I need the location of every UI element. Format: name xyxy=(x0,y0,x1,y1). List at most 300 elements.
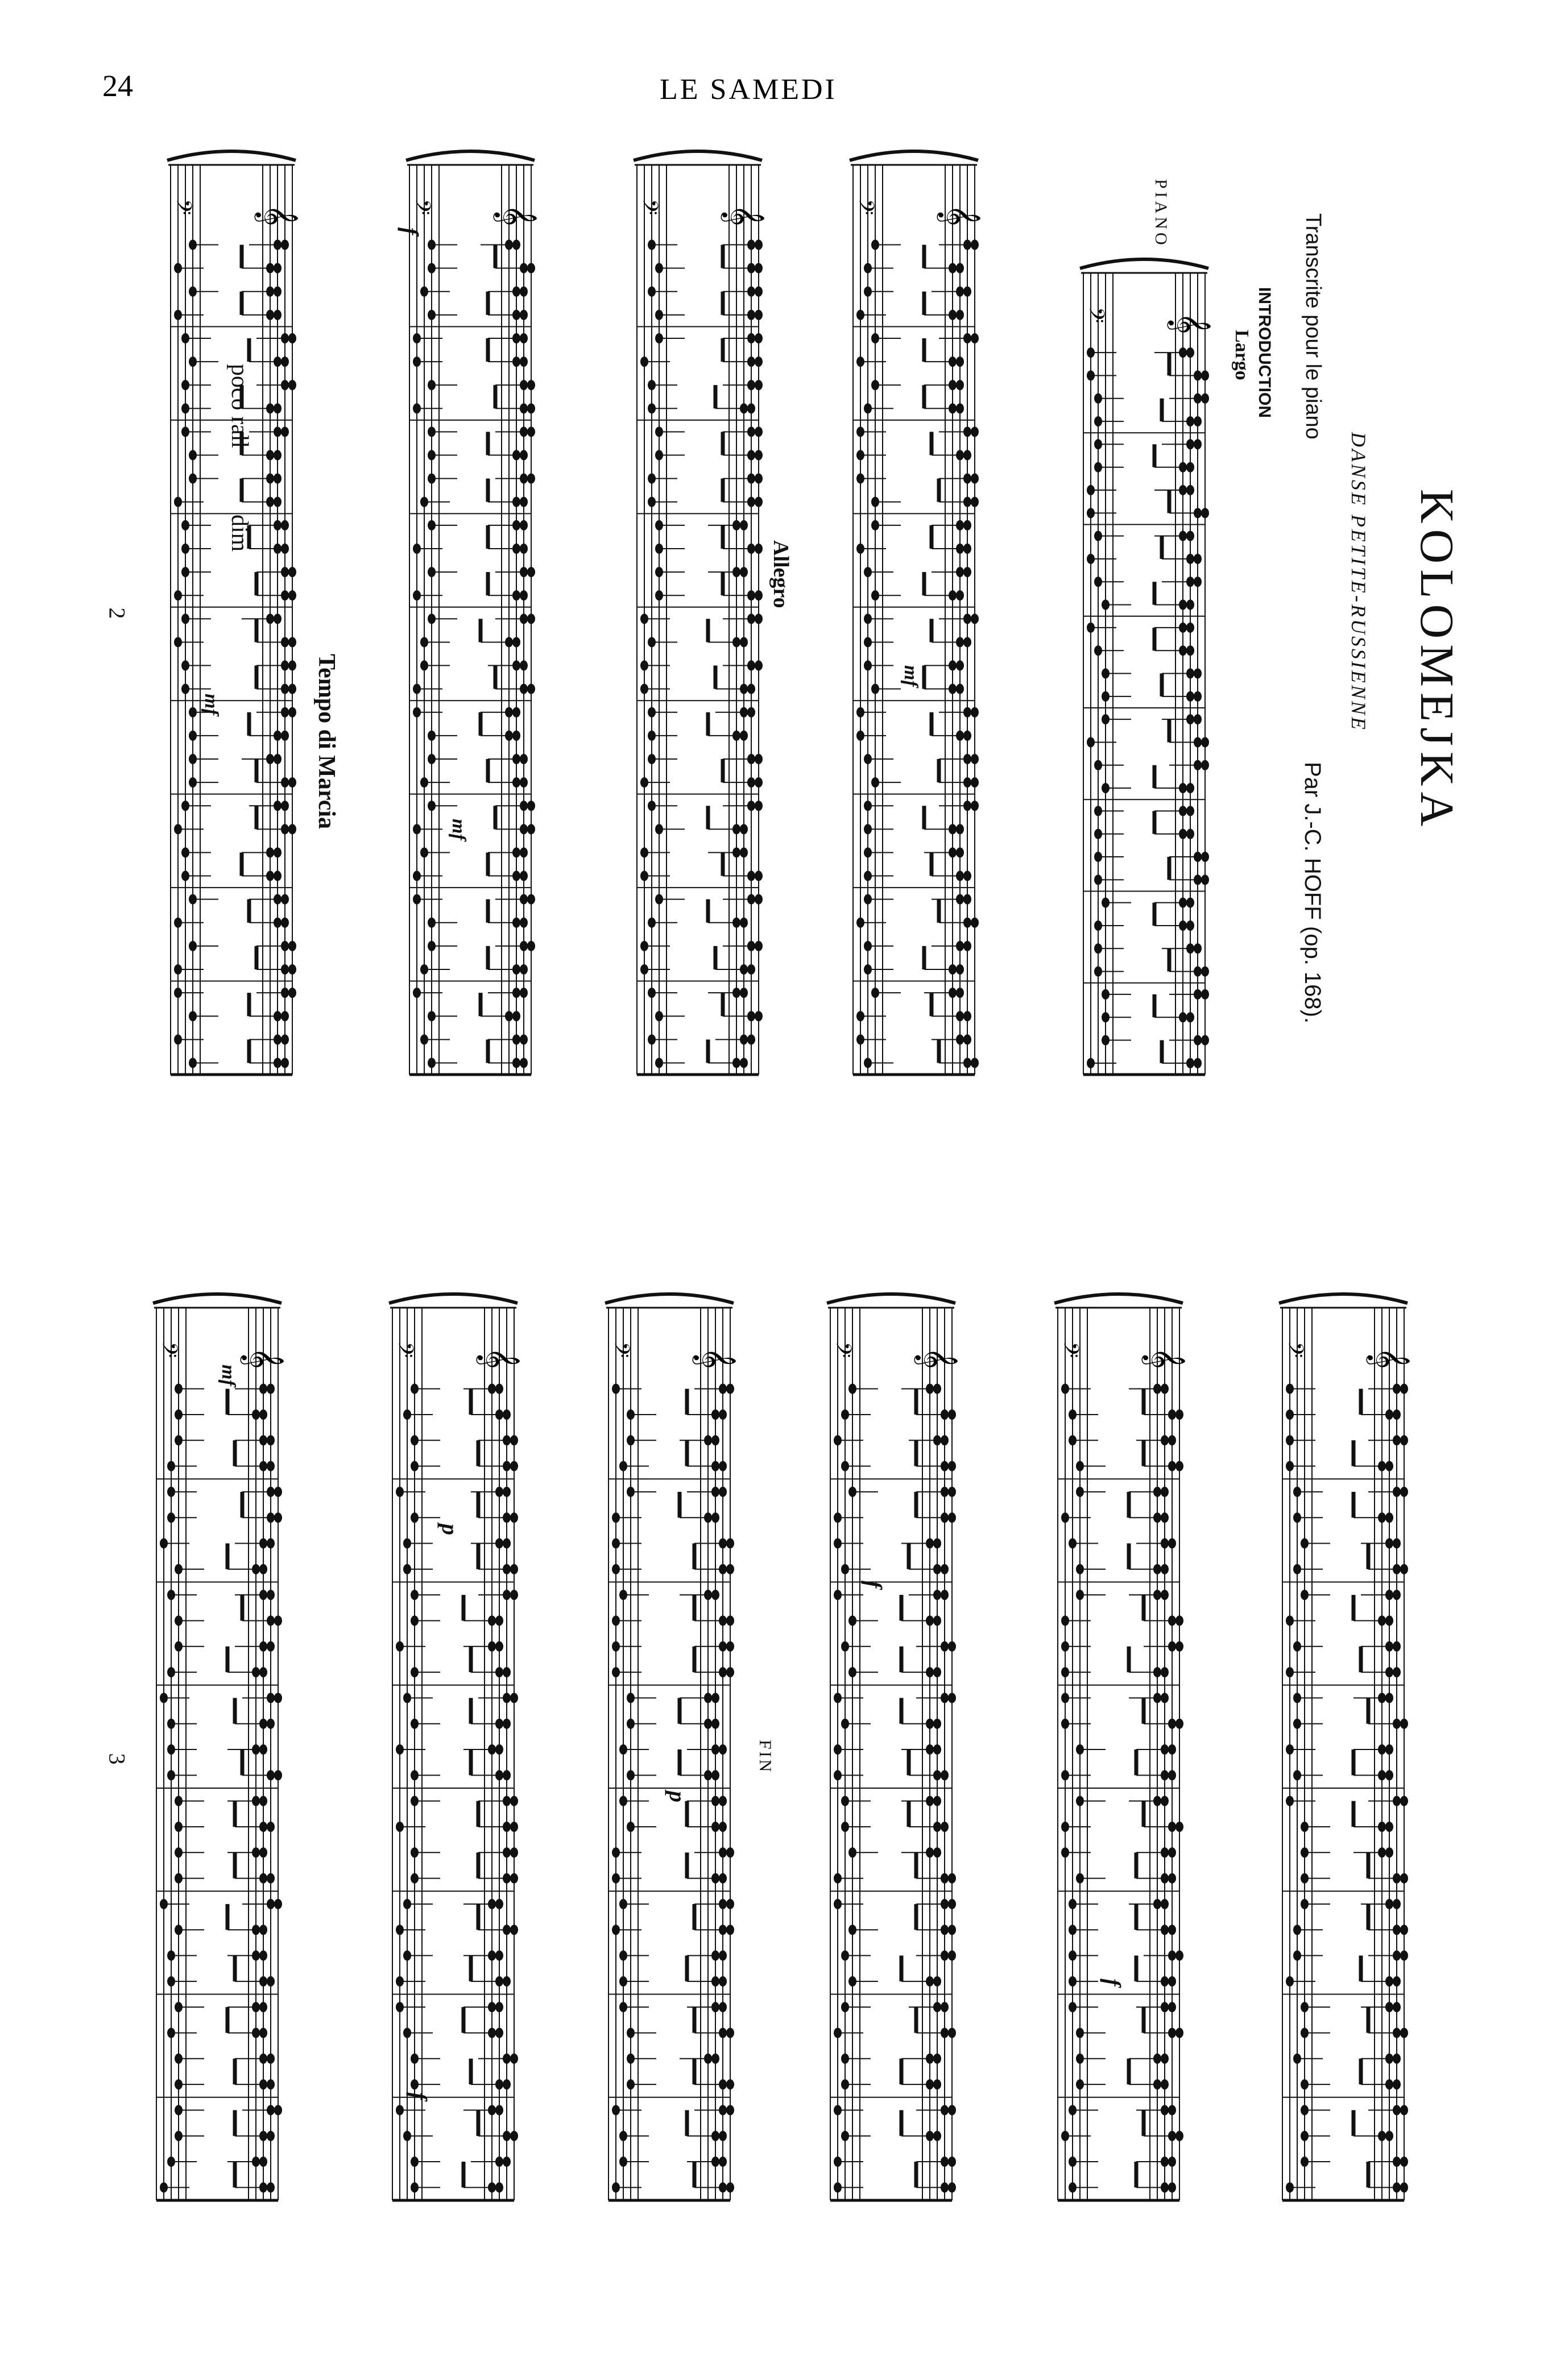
note-head xyxy=(1061,1822,1069,1832)
note-head xyxy=(747,777,755,787)
note-head xyxy=(267,2105,275,2115)
note-head xyxy=(189,287,197,297)
note-head xyxy=(711,1873,719,1884)
note-head xyxy=(1393,1951,1401,1961)
treble-clef-icon: 𝄞 xyxy=(1169,313,1211,334)
note-head xyxy=(963,801,971,811)
note-head xyxy=(281,544,289,554)
note-head xyxy=(267,1641,275,1652)
note-head xyxy=(1186,416,1194,426)
note-head xyxy=(640,613,648,624)
note-head xyxy=(510,2054,518,2064)
note-head xyxy=(732,918,740,928)
note-head xyxy=(274,544,282,554)
brace xyxy=(389,1294,518,1303)
note-head xyxy=(274,474,282,484)
note-head xyxy=(747,333,755,343)
bass-clef-icon: 𝄢 xyxy=(1278,1342,1307,1358)
note-head xyxy=(1094,874,1102,885)
note-head xyxy=(856,1011,864,1021)
note-head xyxy=(274,801,282,811)
note-head xyxy=(941,2027,949,2038)
note-head xyxy=(711,1719,719,1729)
note-head xyxy=(495,1409,503,1420)
note-head xyxy=(834,2105,842,2115)
note-head xyxy=(428,263,436,273)
note-head xyxy=(655,520,663,530)
note-head xyxy=(527,941,535,951)
note-head xyxy=(520,403,528,413)
note-head xyxy=(1400,2157,1408,2167)
note-head xyxy=(711,1435,719,1445)
note-head xyxy=(740,918,748,928)
note-head xyxy=(864,287,872,297)
note-head xyxy=(1102,669,1110,679)
note-head xyxy=(1400,1873,1408,1884)
note-head xyxy=(520,964,528,975)
note-head xyxy=(655,310,663,320)
note-head xyxy=(1102,1035,1110,1046)
note-head xyxy=(510,1847,518,1857)
note-head xyxy=(266,847,274,857)
note-head xyxy=(420,847,428,857)
note-head xyxy=(1179,921,1187,931)
note-head xyxy=(726,1615,734,1626)
note-head xyxy=(704,2054,712,2064)
note-head xyxy=(963,637,971,647)
note-head xyxy=(488,2182,496,2192)
note-head xyxy=(834,1693,842,1703)
note-head xyxy=(495,2079,503,2089)
treble-clef-icon: 𝄞 xyxy=(478,1347,520,1369)
note-head xyxy=(1293,1693,1301,1703)
note-head xyxy=(167,1667,175,1677)
note-head xyxy=(726,2027,734,2038)
note-head xyxy=(428,567,436,577)
note-head xyxy=(495,1487,503,1497)
note-head xyxy=(1168,2157,1176,2167)
note-head xyxy=(512,777,520,787)
note-head xyxy=(1201,852,1209,862)
note-head xyxy=(174,964,182,975)
note-head xyxy=(288,661,296,671)
note-head xyxy=(281,801,289,811)
note-head xyxy=(1385,2131,1393,2141)
note-head xyxy=(1161,1925,1169,1935)
note-head xyxy=(747,590,755,600)
note-head xyxy=(411,1435,419,1445)
note-head xyxy=(512,310,520,320)
note-head xyxy=(871,380,879,390)
note-head xyxy=(971,707,979,718)
note-head xyxy=(1102,783,1110,793)
note-head xyxy=(413,590,421,600)
note-head xyxy=(719,2027,727,2038)
note-head xyxy=(1094,806,1102,816)
note-head xyxy=(520,613,528,624)
note-head xyxy=(1161,1667,1169,1677)
note-head xyxy=(267,1435,275,1445)
note-head xyxy=(971,801,979,811)
note-head xyxy=(495,2182,503,2192)
note-head xyxy=(834,1873,842,1884)
note-head xyxy=(428,1058,436,1068)
note-head xyxy=(396,2002,404,2012)
note-head xyxy=(1393,1719,1401,1729)
note-head xyxy=(274,1512,282,1523)
note-head xyxy=(503,1590,511,1600)
note-head xyxy=(1385,1976,1393,1987)
note-head xyxy=(488,1384,496,1394)
dynamic-mark: mf xyxy=(201,694,222,715)
dynamic-mark: mf xyxy=(448,819,469,840)
note-head xyxy=(1293,1719,1301,1729)
dynamic-mark: f xyxy=(406,2092,432,2100)
note-head xyxy=(495,2002,503,2012)
note-head xyxy=(956,964,964,975)
note-head xyxy=(1301,2157,1309,2167)
note-head xyxy=(956,847,964,857)
note-head xyxy=(527,801,535,811)
note-head xyxy=(411,1512,419,1523)
note-head xyxy=(933,1667,941,1677)
note-head xyxy=(971,918,979,928)
note-head xyxy=(274,240,282,250)
note-head xyxy=(648,403,656,413)
note-head xyxy=(1179,485,1187,495)
note-head xyxy=(1393,1384,1401,1394)
note-head xyxy=(520,380,528,390)
note-head xyxy=(512,450,520,461)
note-head xyxy=(856,474,864,484)
note-head xyxy=(520,754,528,764)
note-head xyxy=(1175,1615,1183,1626)
note-head xyxy=(488,1615,496,1626)
note-head xyxy=(274,754,282,764)
brace xyxy=(634,151,762,160)
note-head xyxy=(1186,806,1194,816)
note-head xyxy=(396,1744,404,1755)
note-head xyxy=(288,590,296,600)
note-head xyxy=(1087,508,1095,518)
note-head xyxy=(719,2002,727,2012)
note-head xyxy=(933,1539,941,1549)
note-head xyxy=(933,2054,941,2064)
note-head xyxy=(834,1512,842,1523)
note-head xyxy=(719,1976,727,1987)
note-head xyxy=(1061,1847,1069,1857)
note-head xyxy=(941,1461,949,1471)
note-head xyxy=(956,871,964,881)
note-head xyxy=(495,1615,503,1626)
note-head xyxy=(856,707,864,718)
note-head xyxy=(1094,943,1102,953)
note-head xyxy=(1194,439,1202,449)
note-head xyxy=(648,731,656,741)
note-head xyxy=(612,1641,620,1652)
note-head xyxy=(396,1925,404,1935)
note-head xyxy=(1102,1012,1110,1022)
note-head xyxy=(834,1770,842,1780)
note-head xyxy=(871,240,879,250)
note-head xyxy=(719,1873,727,1884)
note-head xyxy=(281,333,289,343)
treble-clef-icon: 𝄞 xyxy=(256,205,298,226)
note-head xyxy=(1168,1719,1176,1729)
note-head xyxy=(1161,1796,1169,1806)
note-head xyxy=(1194,370,1202,380)
note-head xyxy=(1186,669,1194,679)
note-head xyxy=(503,1435,511,1445)
note-head xyxy=(963,777,971,787)
note-head xyxy=(1194,967,1202,977)
note-head xyxy=(411,1461,419,1471)
note-head xyxy=(1094,416,1102,426)
note-head xyxy=(267,1822,275,1832)
note-head xyxy=(420,1034,428,1044)
note-head xyxy=(1168,1951,1176,1961)
note-head xyxy=(755,287,763,297)
note-head xyxy=(711,1976,719,1987)
note-head xyxy=(259,2027,267,2038)
note-head xyxy=(1168,1847,1176,1857)
note-head xyxy=(411,1847,419,1857)
note-head xyxy=(259,1435,267,1445)
note-head xyxy=(926,2131,934,2141)
note-head xyxy=(926,1615,934,1626)
note-head xyxy=(1094,760,1102,770)
composer-text: Par J.-C. HOFF (op. 168). xyxy=(1300,762,1325,1024)
note-head xyxy=(933,1384,941,1394)
note-head xyxy=(1175,2027,1183,2038)
note-head xyxy=(503,1770,511,1780)
note-head xyxy=(926,1667,934,1677)
note-head xyxy=(732,567,740,577)
note-head xyxy=(266,287,274,297)
note-head xyxy=(288,824,296,834)
note-head xyxy=(259,2182,267,2192)
note-head xyxy=(189,1058,197,1068)
note-head xyxy=(1400,2182,1408,2192)
note-head xyxy=(1301,1847,1309,1857)
note-head xyxy=(711,1770,719,1780)
note-head xyxy=(160,1539,168,1549)
note-head xyxy=(841,1564,849,1574)
tempo-di-marcia-label: Tempo di Marcia xyxy=(313,654,340,830)
note-head xyxy=(1385,1667,1393,1677)
note-head xyxy=(160,1693,168,1703)
note-head xyxy=(527,403,535,413)
note-head xyxy=(259,1873,267,1884)
bass-clef-icon: 𝄢 xyxy=(849,199,878,215)
note-head xyxy=(288,988,296,998)
note-head xyxy=(1168,1641,1176,1652)
note-head xyxy=(956,287,964,297)
note-head xyxy=(1378,1615,1386,1626)
note-head xyxy=(1393,1539,1401,1549)
note-head xyxy=(520,426,528,437)
note-head xyxy=(1161,1744,1169,1755)
note-head xyxy=(174,988,182,998)
note-head xyxy=(740,707,748,718)
note-head xyxy=(1161,1384,1169,1394)
note-head xyxy=(175,1615,183,1626)
note-head xyxy=(396,1822,404,1832)
note-head xyxy=(403,1951,411,1961)
note-head xyxy=(274,520,282,530)
note-head xyxy=(1400,2027,1408,2038)
note-head xyxy=(1186,691,1194,702)
note-head xyxy=(512,240,520,250)
note-head xyxy=(864,824,872,834)
note-head xyxy=(1168,2002,1176,2012)
note-head xyxy=(719,1384,727,1394)
note-head xyxy=(520,333,528,343)
note-head xyxy=(740,403,748,413)
note-head xyxy=(871,520,879,530)
note-head xyxy=(259,1744,267,1755)
note-head xyxy=(167,1590,175,1600)
note-head xyxy=(259,1590,267,1600)
note-head xyxy=(1194,669,1202,679)
note-head xyxy=(1293,1487,1301,1497)
note-head xyxy=(1153,1564,1161,1574)
note-head xyxy=(1286,2182,1294,2192)
note-head xyxy=(174,497,182,507)
note-head xyxy=(719,1951,727,1961)
note-head xyxy=(411,1384,419,1394)
note-head xyxy=(189,894,197,905)
note-head xyxy=(726,1641,734,1652)
note-head xyxy=(627,1719,635,1729)
note-head xyxy=(281,824,289,834)
dynamic-mark: f xyxy=(398,227,423,235)
introduction-label: INTRODUCTION xyxy=(1255,287,1274,418)
note-head xyxy=(1194,714,1202,724)
note-head xyxy=(281,894,289,905)
note-head xyxy=(1400,1719,1408,1729)
note-head xyxy=(1161,2002,1169,2012)
note-head xyxy=(266,403,274,413)
note-head xyxy=(612,1847,620,1857)
note-head xyxy=(167,1719,175,1729)
note-head xyxy=(949,380,957,390)
note-head xyxy=(719,1744,727,1755)
note-head xyxy=(1094,852,1102,862)
note-head xyxy=(941,1435,949,1445)
note-head xyxy=(520,918,528,928)
bass-clef-icon: 𝄢 xyxy=(1079,307,1108,324)
note-head xyxy=(1179,1012,1187,1022)
note-head xyxy=(956,1034,964,1044)
note-head xyxy=(520,801,528,811)
note-head xyxy=(1286,1976,1294,1987)
note-head xyxy=(1153,1487,1161,1497)
note-head xyxy=(281,590,289,600)
note-head xyxy=(719,1641,727,1652)
note-head xyxy=(1175,1461,1183,1471)
note-head xyxy=(711,2131,719,2141)
treble-clef-icon: 𝄞 xyxy=(1143,1347,1185,1369)
note-head xyxy=(841,2054,849,2064)
note-head xyxy=(1301,2002,1309,2012)
note-head xyxy=(948,1925,956,1935)
note-head xyxy=(181,426,189,437)
note-head xyxy=(503,1822,511,1832)
note-head xyxy=(510,1796,518,1806)
note-head xyxy=(956,450,964,461)
note-head xyxy=(755,380,763,390)
note-head xyxy=(413,824,421,834)
note-head xyxy=(520,497,528,507)
note-head xyxy=(856,310,864,320)
note-head xyxy=(856,544,864,554)
note-head xyxy=(274,310,282,320)
note-head xyxy=(926,2054,934,2064)
note-head xyxy=(1201,508,1209,518)
note-head xyxy=(495,1976,503,1987)
note-head xyxy=(181,380,189,390)
brace xyxy=(605,1294,734,1303)
piece-subtitle: DANSE PETITE-RUSSIENNE xyxy=(1347,432,1370,732)
note-head xyxy=(971,613,979,624)
note-head xyxy=(1061,2131,1069,2141)
note-head xyxy=(520,450,528,461)
note-head xyxy=(252,1409,260,1420)
note-head xyxy=(704,1512,712,1523)
note-head xyxy=(413,356,421,367)
note-head xyxy=(288,941,296,951)
note-head xyxy=(281,1058,289,1068)
note-head xyxy=(1179,531,1187,541)
largo-label: Largo xyxy=(1231,330,1252,380)
note-head xyxy=(1286,1796,1294,1806)
note-head xyxy=(841,1461,849,1471)
note-head xyxy=(1293,1512,1301,1523)
note-head xyxy=(1194,943,1202,953)
note-head xyxy=(512,661,520,671)
note-head xyxy=(1293,1770,1301,1780)
note-head xyxy=(1385,1409,1393,1420)
note-head xyxy=(726,2105,734,2115)
note-head xyxy=(963,871,971,881)
note-head xyxy=(512,754,520,764)
note-head xyxy=(267,2131,275,2141)
note-head xyxy=(971,777,979,787)
note-head xyxy=(1286,1435,1294,1445)
note-head xyxy=(1168,1409,1176,1420)
note-head xyxy=(1186,439,1194,449)
note-head xyxy=(963,450,971,461)
note-head xyxy=(1293,1641,1301,1652)
note-head xyxy=(1400,1487,1408,1497)
note-head xyxy=(267,1384,275,1394)
note-head xyxy=(704,1590,712,1600)
note-head xyxy=(841,1796,849,1806)
note-head xyxy=(512,637,520,647)
note-head xyxy=(1175,1822,1183,1832)
note-head xyxy=(1400,1564,1408,1574)
note-head xyxy=(1201,967,1209,977)
treble-clef-icon: 𝄞 xyxy=(242,1347,284,1369)
note-head xyxy=(956,263,964,273)
treble-clef-icon: 𝄞 xyxy=(694,1347,736,1369)
note-head xyxy=(520,871,528,881)
note-head xyxy=(288,567,296,577)
note-head xyxy=(711,1796,719,1806)
note-head xyxy=(1168,1435,1176,1445)
note-head xyxy=(1061,1770,1069,1780)
